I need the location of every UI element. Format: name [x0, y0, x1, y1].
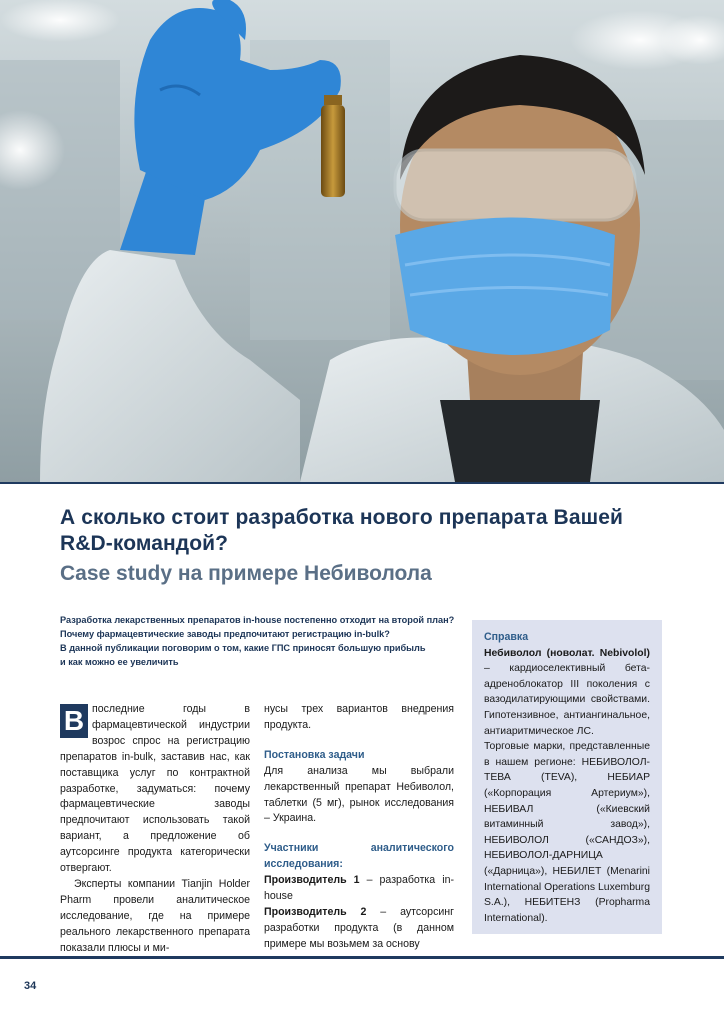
lead-line: Почему фармацевтические заводы предпочитают регистрацию in-bulk?	[60, 629, 390, 639]
participant-text: – аутсорсинг разработки продукта (в данном примере мы возьмем за основу	[264, 905, 454, 950]
sidebar-brands: Торговые марки, представленные в нашем регионе: НЕБИВОЛОЛ-ТЕВА (TEVA), НЕБИАР («Корпорация Артериум»), НЕБИВАЛ («Киевский витаминный завод»), НЕБИВОЛОЛ («САНДОЗ»), НЕБИВОЛОЛ-ДАРНИЦА («Дарница»), НЕБИЛЕТ (Menarini International Operations Luxemburg S.A.), НЕБИТЕНЗ (Propharma International).	[484, 741, 650, 924]
sidebar-definition-text: – кардиоселективный бета-адреноблокатор III поколения с вазодилатирующими свойствами. Гипотензивное, антиангинальное, антиаритмическое ЛС.	[484, 663, 650, 737]
body-paragraph: Для анализа мы выбрали лекарственный препарат Небиволол, таблетки (5 мг), рынок исследования – Украина.	[264, 764, 454, 825]
intro-paragraph	[60, 702, 250, 877]
article-lead	[60, 613, 460, 669]
section-heading: Участники аналитического исследования:	[264, 842, 454, 871]
footer-divider	[0, 956, 724, 959]
reference-sidebar	[472, 620, 662, 934]
lead-line: и как можно ее увеличить	[60, 657, 179, 667]
sidebar-definition	[484, 646, 650, 740]
lab-scientist-illustration	[0, 0, 724, 482]
hero-divider	[0, 482, 724, 484]
text-column-1	[60, 702, 250, 957]
lead-line: Разработка лекарственных препаратов in-house постепенно отходит на второй план?	[60, 615, 455, 625]
article-subtitle: Case study на примере Небиволола	[60, 562, 432, 585]
section-heading: Постановка задачи	[264, 748, 365, 761]
hero-photo	[0, 0, 724, 482]
sidebar-heading: Справка	[484, 631, 529, 643]
text-column-2	[264, 702, 454, 953]
participant-item	[264, 873, 454, 905]
drop-cap: В	[60, 704, 88, 738]
intro-text: последние годы в фармацевтической индустрии возрос спрос на регистрацию препаратов in-bulk, заставив нас, как поставщика услуг по контрактной разработке, задуматься: почему фармацевтические заводы предпочитают использовать такой вариант, а предложение об аутсорсинге продукта категорически отвергают.	[60, 703, 250, 875]
participant-text: – разработка in-house	[264, 874, 455, 903]
sidebar-term: Небиволол (новолат. Nebivolol)	[484, 647, 650, 659]
participant-label: Производитель 1	[264, 874, 360, 887]
body-paragraph: нусы трех вариантов внедрения продукта.	[264, 703, 454, 731]
article-title: А сколько стоит разработка нового препарата Вашей R&D-командой?	[60, 506, 623, 555]
body-paragraph: Эксперты компании Tianjin Holder Pharm провели аналитическое исследование, где на примере реального лекарственного препарата показали плюсы и ми-	[60, 877, 250, 954]
lead-line: В данной публикации поговорим о том, какие ГПС приносят большую прибыль	[60, 643, 426, 653]
participant-item	[264, 905, 454, 953]
participant-label: Производитель 2	[264, 905, 367, 918]
page-number: 34	[24, 980, 37, 992]
